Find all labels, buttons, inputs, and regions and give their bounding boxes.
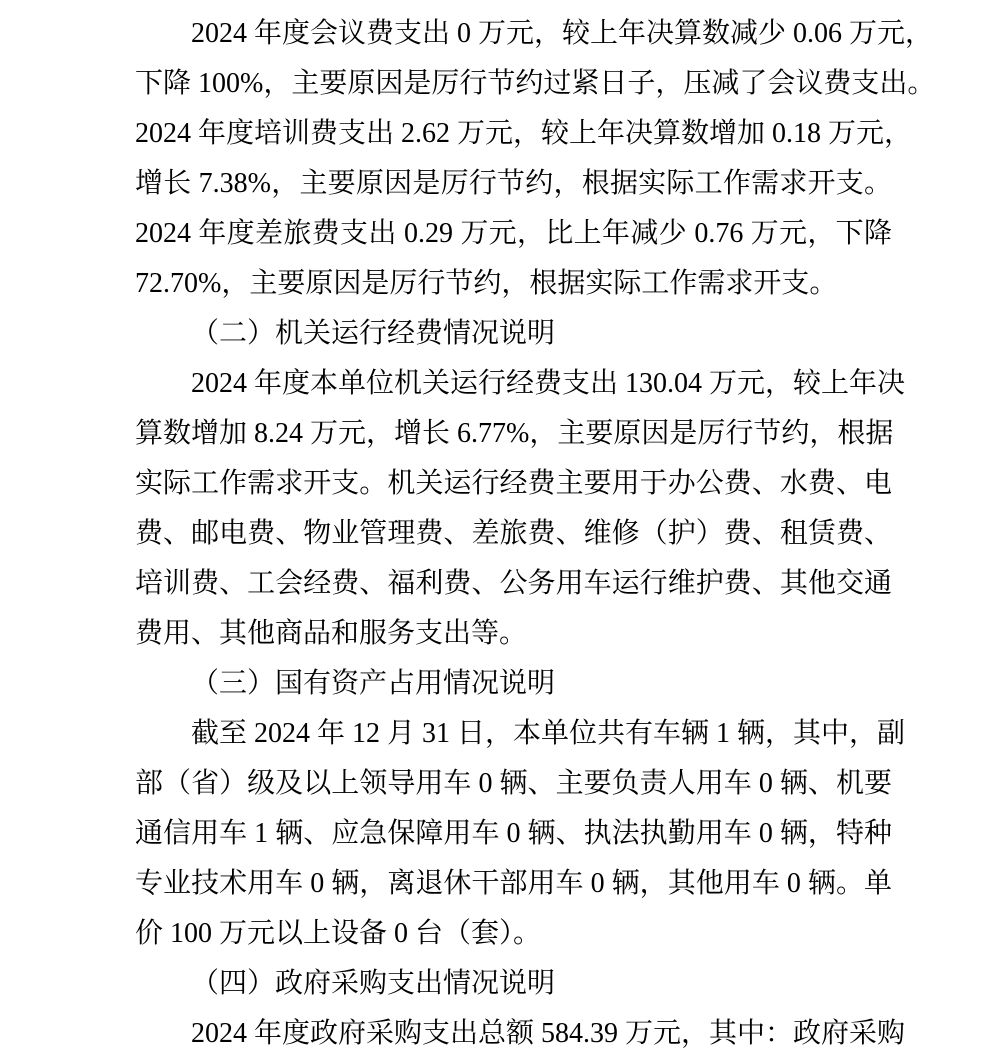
text-line: 2024 年度本单位机关运行经费支出 130.04 万元，较上年决 [191,368,906,399]
text-line: 增长 7.38%，主要原因是厉行节约，根据实际工作需求开支。 [135,168,892,199]
text-line: 2024 年度会议费支出 0 万元，较上年决算数减少 0.06 万元， [191,18,934,49]
text-line: 实际工作需求开支。机关运行经费主要用于办公费、水费、电 [135,468,892,499]
text-line: 2024 年度政府采购支出总额 584.39 万元，其中：政府采购 [191,1018,906,1049]
text-line: 专业技术用车 0 辆，离退休干部用车 0 辆，其他用车 0 辆。单 [135,868,892,899]
section-heading: （四）政府采购支出情况说明 [191,968,556,999]
text-line: 部（省）级及以上领导用车 0 辆、主要负责人用车 0 辆、机要 [135,768,892,799]
text-line: 2024 年度差旅费支出 0.29 万元，比上年减少 0.76 万元，下降 [135,218,892,249]
section-heading-3 [135,659,892,709]
text-line: 72.70%，主要原因是厉行节约，根据实际工作需求开支。 [135,268,838,299]
text-line: 算数增加 8.24 万元，增长 6.77%，主要原因是厉行节约，根据 [135,418,894,449]
text-line: 截至 2024 年 12 月 31 日，本单位共有车辆 1 辆，其中，副 [191,718,906,749]
section-heading-2 [135,309,892,359]
section-heading: （二）机关运行经费情况说明 [191,318,556,349]
text-line: 下降 100%，主要原因是厉行节约过紧日子，压减了会议费支出。 [135,68,936,99]
text-line: 价 100 万元以上设备 0 台（套）。 [135,918,542,949]
section-heading-4 [135,959,892,1009]
paragraph-state-assets [135,709,906,959]
paragraph-general-expense-notes [135,9,936,309]
section-heading: （三）国有资产占用情况说明 [191,668,556,699]
paragraph-operating-funds [135,359,906,659]
text-line: 培训费、工会经费、福利费、公务用车运行维护费、其他交通 [135,568,892,599]
paragraph-government-procurement [135,1009,906,1059]
text-line: 通信用车 1 辆、应急保障用车 0 辆、执法执勤用车 0 辆，特种 [135,818,892,849]
text-line: 费用、其他商品和服务支出等。 [135,618,528,649]
text-line: 费、邮电费、物业管理费、差旅费、维修（护）费、租赁费、 [135,518,892,549]
text-line: 2024 年度培训费支出 2.62 万元，较上年决算数增加 0.18 万元， [135,118,913,149]
